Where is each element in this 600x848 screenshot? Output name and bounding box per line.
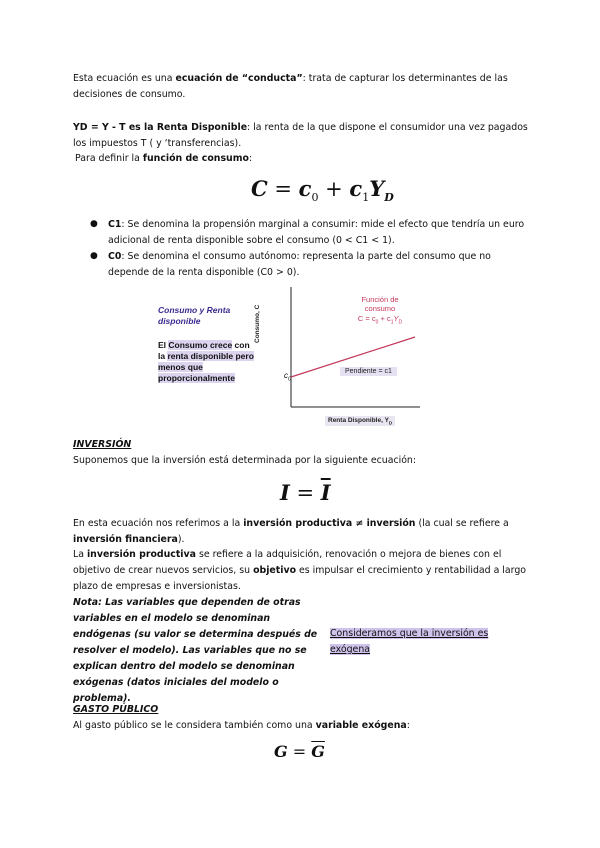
figure-note: El Consumo crece con la renta disponible pero menos que proporcionalmente [158, 340, 254, 383]
text: : la renta de la que dispone el consumidor una vez pagados los impuestos T ( y ‘transferencias). [73, 122, 528, 149]
text: : trata de capturar los determinantes de las decisiones de consumo. [73, 73, 508, 100]
side-note-exogena: Consideramos que la inversión es exógena [330, 628, 489, 655]
bullet-icon: ● [90, 251, 98, 261]
paragraph-renta-disponible [73, 120, 528, 152]
investment-equation: $I = \overline{I}$ [280, 480, 331, 505]
bullet-icon: ● [90, 219, 98, 229]
gasto-intro: Al gasto público se le considera también como una variable exógena: [73, 720, 410, 731]
paragraph-funcion-consumo: Para definir la función de consumo: [75, 153, 253, 164]
inversion-intro: Suponemos que la inversión está determinada por la siguiente ecuación: [73, 455, 417, 466]
paragraph-inversion-productiva: En esta ecuación nos referimos a la inversión productiva ≠ inversión (la cual se refiere a inversión financiera). [73, 518, 509, 545]
function-label: Función de consumo $C = c_0 + c_1Y_D$ [357, 295, 403, 326]
section-heading-inversion: INVERSIÓN [73, 439, 132, 450]
text: Esta ecuación es una [73, 73, 176, 84]
paragraph-inversion-definicion: La inversión productiva se refiere a la adquisición, renovación o mejora de bienes con el objetivo de crear nuevos servicios, su objetivo es impulsar el crecimiento y rentabilidad a largo plazo de empresas e inversionistas. [73, 549, 527, 592]
section-heading-gasto: GASTO PÚBLICO [73, 704, 159, 715]
figure-title: Consumo y Renta disponible [158, 305, 231, 326]
intercept-label: $c_0$ [284, 371, 292, 383]
bold-term: ecuación de “conducta” [175, 73, 303, 84]
nota-endogenas-exogenas: Nota: Las variables que dependen de otras variables en el modelo se denominan endógenas (su valor se determina después de resolver el modelo). Las variables que no se explican dentro del modelo se denominan exógenas (datos iniciales del modelo o problema). [73, 597, 318, 704]
consumption-figure [150, 285, 420, 435]
bullet-c0: C0: Se denomina el consumo autónomo: representa la parte del consumo que no depende de la renta disponible (C0 > 0). [108, 251, 491, 278]
paragraph-conducta [73, 71, 528, 103]
government-equation: $G = \overline{G}$ [274, 742, 325, 761]
bold-term: YD = Y - T es la Renta Disponible [73, 122, 248, 133]
consumption-equation: $C = c_0 + c_1Y_D$ [251, 176, 394, 205]
bullet-c1: C1: Se denomina la propensión marginal a consumir: mide el efecto que tendría un euro adicional de renta disponible sobre el consumo (0 < C1 < 1). [108, 219, 525, 246]
slope-label: Pendiente = c1 [340, 367, 397, 376]
y-axis-label: Consumo, C [254, 304, 261, 343]
x-axis-label: Renta Disponible, $Y_D$ [325, 416, 395, 426]
